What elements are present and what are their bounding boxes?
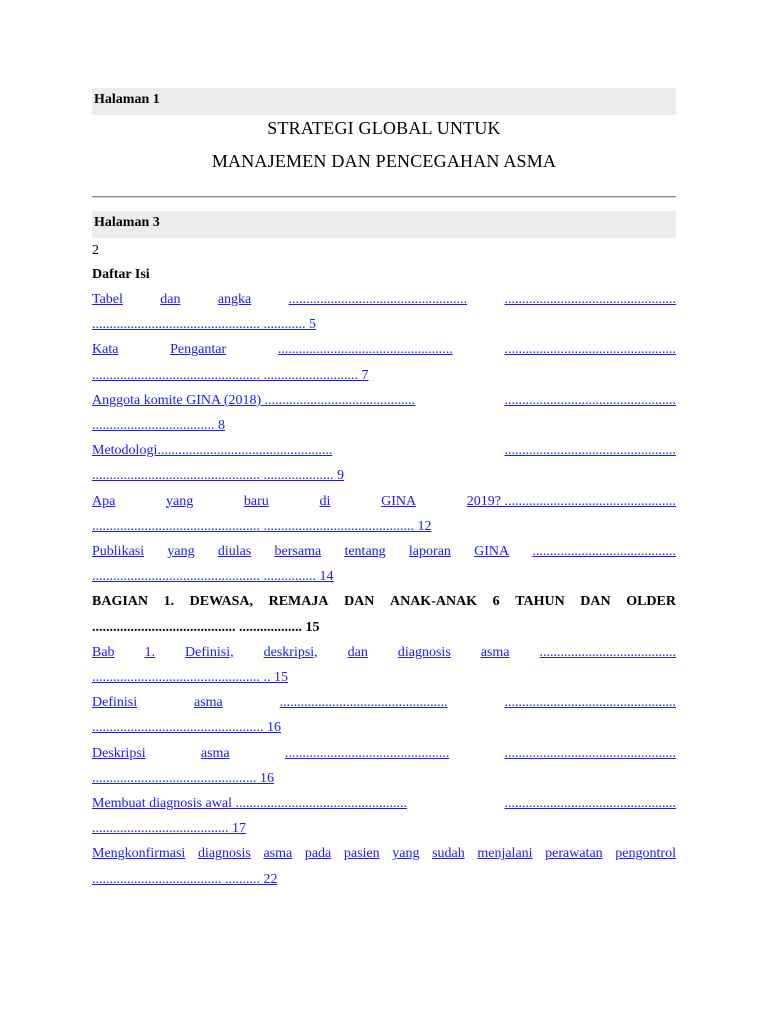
toc-word: .................................................	[504, 443, 676, 459]
toc-entry-line-1	[92, 794, 676, 814]
page-header-3: Halaman 3	[94, 215, 160, 230]
toc-word: Tabel	[92, 292, 123, 307]
toc-word: diagnosis	[397, 644, 451, 660]
toc-word: ..................................................	[277, 342, 453, 358]
toc-word: ANAK-ANAK	[389, 594, 478, 610]
toc-entry-line-2: ................................................. 16	[92, 720, 281, 736]
toc-word: .................................................	[504, 292, 676, 307]
toc-word: GINA	[474, 544, 510, 559]
toc-entry-line-1	[92, 844, 676, 864]
document-title-line-1: STRATEGI GLOBAL UNTUK	[267, 118, 501, 138]
toc-word: pasien	[343, 846, 380, 862]
toc-word: perawatan	[545, 846, 603, 862]
section-divider	[92, 196, 676, 198]
toc-word: DAN	[344, 594, 375, 610]
toc-word: diagnosis	[197, 846, 251, 862]
document-title-line-2: MANAJEMEN DAN PENCEGAHAN ASMA	[211, 151, 557, 171]
toc-entry-line-1	[92, 492, 676, 512]
page-header-band	[92, 211, 676, 238]
toc-word: angka	[217, 292, 252, 307]
toc-word: 2019? .................................................	[466, 493, 676, 509]
toc-word: .......................................	[539, 644, 676, 660]
toc-entry-line-1	[92, 441, 676, 461]
toc-word: tentang	[344, 544, 386, 559]
toc-entry-line-2: ................................... 8	[92, 418, 225, 433]
toc-word: OLDER	[626, 594, 676, 610]
toc-word: .................................................	[504, 392, 676, 408]
toc-entry-line-2: ................................................ ............ 5	[92, 317, 316, 333]
toc-word: bersama	[274, 544, 322, 559]
page-header-band	[92, 88, 676, 115]
toc-word: ...............................................	[284, 745, 450, 761]
toc-entry-line-1	[92, 290, 676, 310]
toc-word: dan	[160, 292, 181, 307]
toc-word: deskripsi,	[263, 644, 318, 660]
toc-word: Definisi,	[185, 644, 234, 660]
toc-word: .................................................	[504, 796, 676, 811]
page-number: 2	[92, 243, 99, 258]
toc-word: Bab	[92, 644, 115, 660]
toc-word: asma	[200, 745, 230, 761]
toc-word: DEWASA,	[189, 594, 254, 610]
toc-entry-line-2: ................................................ .. 15	[92, 670, 288, 685]
toc-entry-line-2: ................................................ ........................... 7	[92, 367, 369, 383]
toc-word: Apa	[92, 493, 116, 509]
toc-word: DAN	[580, 594, 611, 610]
toc-word: baru	[243, 493, 269, 509]
toc-word: Mengkonfirmasi	[92, 846, 186, 862]
toc-word: yang	[166, 493, 194, 509]
toc-entry-line-2: ................................................ .................... 9	[92, 468, 344, 484]
toc-word: menjalani	[477, 846, 533, 862]
toc-word: ................................................	[279, 695, 448, 711]
toc-word: diulas	[217, 544, 252, 559]
toc-word: Publikasi	[92, 544, 145, 559]
toc-word: asma	[193, 695, 223, 711]
toc-word: asma	[480, 644, 510, 660]
toc-word: Anggota komite GINA (2018) ...........................................	[92, 392, 416, 408]
toc-word: yang	[392, 846, 420, 862]
toc-entry-line-1	[92, 592, 676, 612]
toc-word: .................................................	[504, 745, 676, 761]
toc-word: BAGIAN	[92, 594, 149, 610]
toc-word: Metodologi..................................................	[92, 443, 333, 459]
toc-word: Deskripsi	[92, 745, 146, 761]
toc-entry-line-2: ....................................... 17	[92, 821, 246, 837]
toc-word: sudah	[432, 846, 465, 862]
toc-entry-line-2: ..................................... .......... 22	[92, 871, 278, 887]
toc-heading: Daftar Isi	[92, 267, 150, 282]
toc-entry-line-2: ............................................... 16	[92, 770, 274, 786]
toc-word: .................................................	[504, 342, 676, 358]
toc-word: yang	[167, 544, 195, 559]
page-header-1: Halaman 1	[94, 92, 160, 107]
toc-word: GINA	[381, 493, 417, 509]
toc-entry-line-1	[92, 643, 676, 663]
toc-entry-line-2: ................................................ ............... 14	[92, 569, 334, 585]
toc-word: Kata	[92, 342, 119, 358]
toc-word: pengontrol	[615, 846, 676, 862]
toc-entry-line-1	[92, 340, 676, 360]
toc-word: .........................................	[532, 544, 676, 559]
toc-word: TAHUN	[515, 594, 565, 610]
toc-word: REMAJA	[268, 594, 329, 610]
toc-word: Pengantar	[170, 342, 227, 358]
toc-word: Definisi	[92, 695, 138, 711]
toc-word: asma	[263, 846, 293, 862]
toc-word: 1.	[144, 644, 156, 660]
toc-entry-line-1	[92, 744, 676, 764]
toc-word: 6	[492, 594, 500, 610]
toc-word: ...................................................	[288, 292, 468, 307]
toc-word: dan	[347, 644, 368, 660]
toc-word: di	[319, 493, 331, 509]
toc-word: Membuat diagnosis awal .................................................	[92, 796, 407, 811]
toc-entry-line-1	[92, 542, 676, 562]
toc-entry-line-1	[92, 693, 676, 713]
toc-entry-line-2: ................................................ ........................................... 12	[92, 518, 432, 534]
toc-entry-line-2: ......................................... .................. 15	[92, 619, 320, 635]
toc-word: laporan	[408, 544, 451, 559]
toc-entry-line-1	[92, 391, 676, 411]
toc-word: pada	[304, 846, 332, 862]
toc-word: .................................................	[504, 695, 676, 711]
toc-word: 1.	[163, 594, 175, 610]
